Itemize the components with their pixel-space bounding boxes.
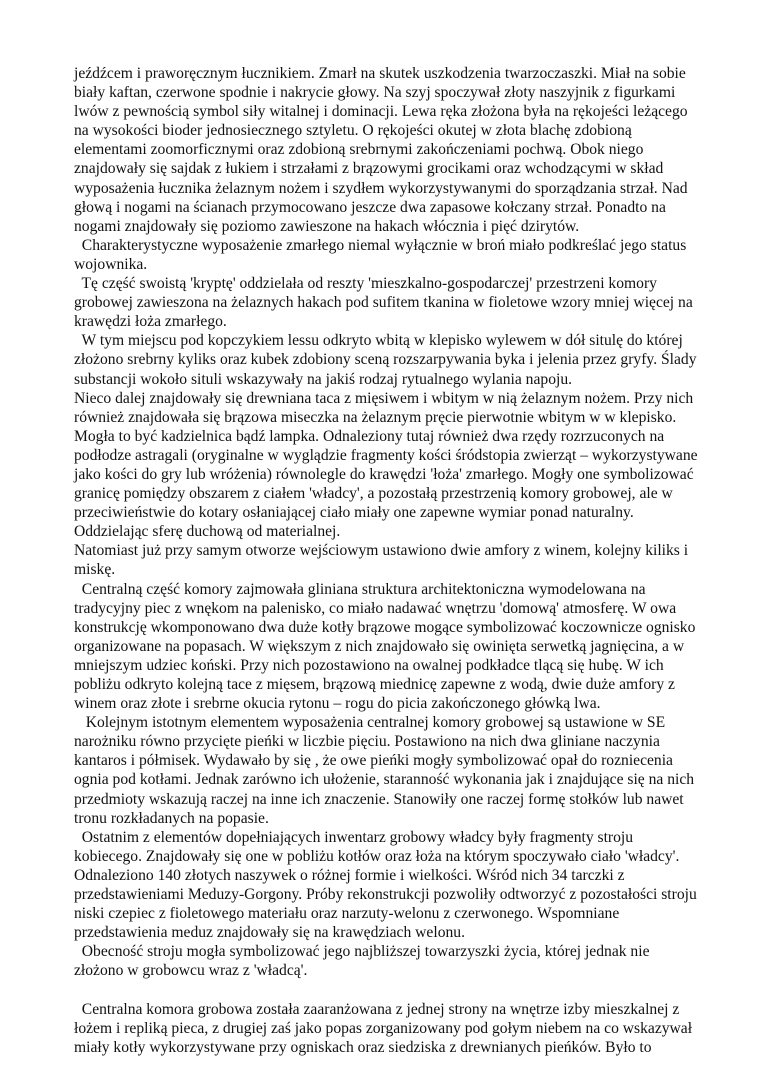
text-line: pobliżu odkryto kolejną tace z mięsem, brązową miednicę zapewne z wodą, dwie duże amfory z [74,676,675,693]
paragraph-spacer [74,981,696,1000]
text-line: na wysokości bioder jednosiecznego sztyletu. O rękojeści okutej w złota blachę zdobioną [74,122,632,140]
text-line: złożono w grobowcu wraz z 'władcą'. [74,962,308,980]
text-line: elementami zoomorficznymi oraz zdobioną srebrnymi zakończeniami pochwą. Obok niego [74,141,644,159]
body-paragraph [74,64,696,236]
text-line: przeciwieństwie do kotary osłaniającej ciało miały one zapewne wymiar ponad naturalny. [74,504,634,522]
text-line: lwów z pewnością symbol siły witalnej i dominacji. Lewa ręka złożona była na rękojeści leżącego [74,103,688,121]
text-line: niski czepiec z fioletowego materiału oraz narzuty-welonu z czerwonego. Wspomniane [74,905,620,923]
text-line: wyposażenia łucznika żelaznym nożem i szydłem wykorzystywanymi do sporządzania strzał. Nad [74,179,688,197]
body-paragraph [74,389,696,542]
text-line: ognia pod kotłami. Jednak zarówno ich ułożenie, staranność wykonania jak i znajdujące się na nich [74,771,695,789]
text-line: krawędzi łoża zmarłego. [74,313,227,331]
text-line: kantaros i półmisek. Wydawało by się , że owe pieńki mogły symbolizować opał do rozniecenia [74,752,673,770]
text-line: tronu rozkładanych na popasie. [74,809,269,827]
text-line: przedstawieniami Meduzy-Gorgony. Próby rekonstrukcji pozwoliły odtworzyć z pozostałości stroju [74,886,697,904]
text-line: znajdowały się sajdak z łukiem i strzałami z brązowymi grocikami oraz wchodzącymi w skład [74,160,664,178]
text-line: granicę pomiędzy obszarem z ciałem 'władcy', a pozostałą przestrzenią komory grobowej, ale w [74,485,673,503]
text-line: konstrukcję wkomponowano dwa duże kotły brązowe mogące symbolizować koczownicze ognisko [74,618,696,636]
text-line: Centralna komora grobowa została zaaranżowana z jednej strony na wnętrze izby mieszkalnej z [74,1000,680,1018]
body-paragraph [74,713,696,828]
text-line: wojownika. [74,255,148,273]
text-line: jeźdźcem i praworęcznym łucznikiem. Zmarł na skutek uszkodzenia twarzoczaszki. Miał na sobie [74,65,686,82]
text-line: jako kości do gry lub wróżenia) równolegle do krawędzi 'łoża' zmarłego. Mogły one symbolizować [74,465,694,483]
text-line: kobiecego. Znajdowały się one w pobliżu kotłów oraz łoża na którym spoczywało ciało 'władcy'. [74,847,680,865]
body-paragraph [74,828,696,943]
text-line: organizowane na popasach. W większym z nich znajdowało się owinięta serwetką jagnięcina, a w [74,637,685,655]
text-line: mniejszym udziec koński. Przy nich pozostawiono na owalnej podkładce tlącą się hubę. W ich [74,656,664,674]
body-paragraph [74,580,696,714]
body-paragraph [74,236,696,274]
text-line: Nieco dalej znajdowały się drewniana taca z mięsiwem i wbitym w nią żelaznym nożem. Przy nich [74,389,694,407]
text-line: Oddzielając sferę duchową od materialnej. [74,523,341,541]
text-line: podłodze astragali (oryginalne w wyglądzie fragmenty kości śródstopia zwierząt – wykorzystywane [74,446,698,464]
body-paragraph [74,541,696,579]
text-line: miały kotły wykorzystywane przy ogniskach oraz siedziska z drewnianych pieńków. Było to [74,1038,652,1056]
body-paragraph [74,274,696,331]
text-line: również znajdowała się brązowa miseczka na żelaznym pręcie pierwotnie wbitym w w klepisko. [74,408,677,426]
text-line: Charakterystyczne wyposażenie zmarłego niemal wyłącznie w broń miało podkreślać jego status [74,236,687,254]
text-line: tradycyjny piec z wnękom na palenisko, co miało nadawać wnętrzu 'domową' atmosferę. W owa [74,599,677,617]
text-line: W tym miejscu pod kopczykiem lessu odkryto wbitą w klepisko wylewem w dół situlę do której [74,332,683,350]
text-line: substancji wokoło situli wskazywały na jakiś rodzaj rytualnego wylania napoju. [74,370,573,388]
text-line: łożem i repliką pieca, z drugiej zaś jako popas zorganizowany pod gołym niebem na co wskazywał [74,1019,693,1037]
text-line: biały kaftan, czerwone spodnie i nakrycie głowy. Na szyj spoczywał złoty naszyjnik z figurkami [74,84,676,102]
text-line: Ostatnim z elementów dopełniających inwentarz grobowy władcy były fragmenty stroju [74,828,634,846]
text-line: przedmioty wskazują raczej na inne ich znaczenie. Stanowiły one raczej formę stołków lub nawet [74,790,684,808]
text-line: Obecność stroju mogła symbolizować jego najbliższej towarzyszki życia, której jednak nie [74,943,650,961]
text-line: głową i nogami na ścianach przymocowano jeszcze dwa zapasowe kołczany strzał. Ponadto na [74,198,666,216]
text-line: winem oraz złote i srebrne okucia rytonu – rogu do picia zakończonego główką lwa. [74,695,601,713]
text-line: nogami znajdowały się poziomo zawieszone na hakach włócznia i pięć dzirytów. [74,217,580,235]
document-page [74,64,696,1057]
text-line: przedstawienia meduz znajdowały się na krawędziach welonu. [74,924,465,942]
text-line: narożniku równo przycięte pieńki w liczbie pięciu. Postawiono na nich dwa gliniane naczynia [74,733,660,751]
text-line: złożono srebrny kyliks oraz kubek zdobiony sceną rozszarpywania byka i jelenia przez gryfy. Ślady [74,351,697,369]
text-line: Odnaleziono 140 złotych naszywek o różnej formie i wielkości. Wśród nich 34 tarczki z [74,866,625,884]
text-line: Mogła to być kadzielnica bądź lampka. Odnaleziony tutaj również dwa rzędy rozrzuconych na [74,427,665,445]
text-line: miskę. [74,561,116,579]
text-line: Tę część swoistą 'kryptę' oddzielała od reszty 'mieszkalno-gospodarczej' przestrzeni komory [74,275,657,293]
text-line: Centralną część komory zajmowała gliniana struktura architektoniczna wymodelowana na [74,580,646,598]
text-line: Natomiast już przy samym otworze wejściowym ustawiono dwie amfory z winem, kolejny kiliks i [74,542,689,560]
text-line: Kolejnym istotnym elementem wyposażenia centralnej komory grobowej są ustawione w SE [74,714,666,732]
body-paragraph [74,942,696,980]
body-paragraph [74,331,696,388]
text-line: grobowej zawieszona na żelaznych hakach pod sufitem tkanina w fioletowe wzory mniej więcej na [74,294,693,312]
body-paragraph [74,1000,696,1057]
